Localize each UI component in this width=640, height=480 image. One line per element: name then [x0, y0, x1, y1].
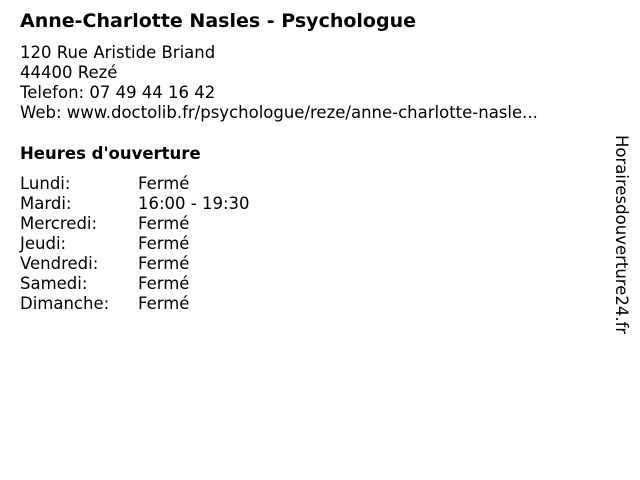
hours-row-sunday — [20, 294, 300, 314]
hours-table — [20, 174, 300, 314]
day-hours: 16:00 - 19:30 — [138, 194, 250, 213]
hours-row-monday — [20, 174, 300, 194]
day-label: Vendredi: — [20, 254, 99, 273]
hours-row-friday — [20, 254, 300, 274]
day-label: Mercredi: — [20, 214, 98, 233]
address-street: 120 Rue Aristide Briand — [20, 43, 216, 62]
phone-line: Telefon: 07 49 44 16 42 — [20, 83, 216, 102]
hours-row-tuesday — [20, 194, 300, 214]
day-label: Jeudi: — [20, 234, 67, 253]
day-label: Samedi: — [20, 274, 88, 293]
hours-row-saturday — [20, 274, 300, 294]
business-title: Anne-Charlotte Nasles - Psychologue — [20, 10, 416, 32]
hours-row-thursday — [20, 234, 300, 254]
day-hours: Fermé — [138, 174, 190, 193]
day-hours: Fermé — [138, 214, 190, 233]
business-info — [20, 43, 538, 123]
day-hours: Fermé — [138, 274, 190, 293]
day-label: Dimanche: — [20, 294, 110, 313]
address-city: 44400 Rezé — [20, 63, 118, 82]
day-hours: Fermé — [138, 254, 190, 273]
hours-heading: Heures d'ouverture — [20, 144, 201, 163]
web-line: Web: www.doctolib.fr/psychologue/reze/anne-charlotte-nasle... — [20, 103, 538, 122]
day-hours: Fermé — [138, 294, 190, 313]
hours-row-wednesday — [20, 214, 300, 234]
site-watermark: Horairesdouverture24.fr — [612, 135, 631, 335]
day-label: Lundi: — [20, 174, 71, 193]
day-hours: Fermé — [138, 234, 190, 253]
day-label: Mardi: — [20, 194, 72, 213]
